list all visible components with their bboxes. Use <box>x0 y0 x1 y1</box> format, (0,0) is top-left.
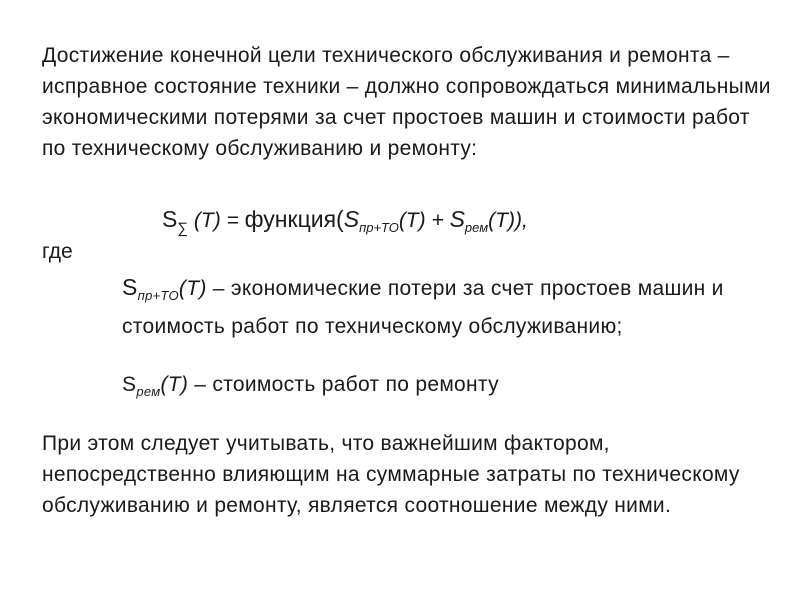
def1-argument: (T) <box>178 277 207 300</box>
intro-paragraph: Достижение конечной цели технического обслуживания и ремонта – исправное состояние техники – должно сопровождаться минимальными экономическими потерями за счет простоев машин и стоимости работ по техническому обслуживанию и ремонту: <box>42 44 771 160</box>
formula-lhs-argument: (T) = <box>188 209 245 232</box>
formula-lhs-symbol: S <box>162 206 178 232</box>
def1-symbol: S <box>122 274 138 300</box>
definition-repair-cost <box>122 369 772 407</box>
formula-term1-argument: (T) + <box>398 209 450 232</box>
where-label: где <box>42 240 73 263</box>
def2-text: – стоимость работ по ремонту <box>188 373 499 396</box>
formula-term2-subscript: рем <box>464 220 489 235</box>
formula-open-paren: ( <box>336 206 344 232</box>
cost-formula <box>162 206 528 237</box>
def1-text: – экономические потери за счет простоев машин и стоимость работ по техническому обслуживанию; <box>122 277 724 338</box>
definition-downtime-cost <box>122 272 772 342</box>
formula-term2-symbol: S <box>449 206 465 232</box>
conclusion-paragraph: При этом следует учитывать, что важнейшим фактором, непосредственно влияющим на суммарные затраты по техническому обслуживанию и ремонту, является соотношение между ними. <box>42 432 740 517</box>
formula-term2-argument: (T)), <box>488 209 528 232</box>
def2-symbol: S <box>122 373 137 396</box>
def2-argument: (T) <box>160 373 189 396</box>
def2-subscript: рем <box>136 384 161 399</box>
formula-term1-subscript: пр+ТО <box>359 220 399 235</box>
def1-subscript: пр+ТО <box>137 288 179 303</box>
formula-function-word: функция <box>244 206 337 232</box>
formula-term1-symbol: S <box>343 206 360 232</box>
formula-lhs-subscript: ∑ <box>177 220 189 237</box>
